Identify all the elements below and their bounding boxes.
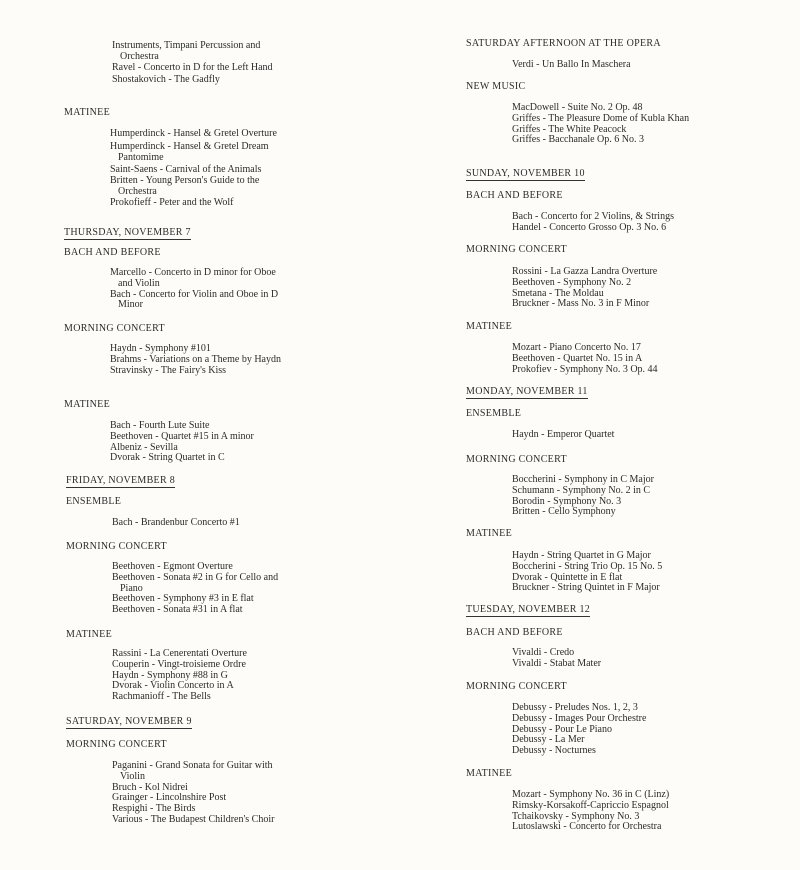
list-item: Grainger - Lincolnshire Post	[112, 792, 227, 804]
list-item: Rossini - La Gazza Landra Overture	[512, 266, 658, 277]
section-heading: SATURDAY AFTERNOON AT THE OPERA	[466, 38, 661, 49]
list-item: Griffes - The Pleasure Dome of Kubla Khan	[512, 112, 690, 124]
program-list	[112, 649, 292, 703]
list-item: Stravinsky - The Fairy's Kiss	[110, 364, 227, 376]
list-item: Prokofiev - Symphony No. 3 Op. 44	[512, 363, 658, 375]
list-item: Verdi - Un Ballo In Maschera	[512, 59, 631, 70]
program-list	[512, 430, 712, 441]
list-item: Instruments, Timpani Percussion and Orchestra	[112, 40, 261, 62]
list-item: Mozart - Symphony No. 36 in C (Linz)	[512, 789, 670, 800]
list-item: Beethoven - Sonata #31 in A flat	[112, 604, 243, 616]
list-item: Dvorak - Quintette in E flat	[512, 571, 623, 583]
section-heading: MORNING CONCERT	[64, 323, 165, 334]
list-item: Debussy - Pour Le Piano	[512, 723, 612, 735]
program-list	[112, 761, 290, 826]
list-item: Beethoven - Symphony No. 2	[512, 276, 632, 288]
list-item: Haydn - String Quartet in G Major	[512, 550, 651, 561]
program-list	[110, 129, 288, 209]
list-item: Rassini - La Cenerentati Overture	[112, 648, 247, 659]
list-item: Debussy - La Mer	[512, 734, 585, 746]
list-item: MacDowell - Suite No. 2 Op. 48	[512, 102, 643, 113]
list-item: Prokofieff - Peter and the Wolf	[110, 196, 234, 208]
program-list	[512, 343, 712, 375]
list-item: Bruch - Kol Nidrei	[112, 781, 188, 793]
list-item: Humperdinck - Hansel & Gretel Overture	[110, 128, 277, 139]
list-item: Bach - Concerto for Violin and Oboe in D Minor	[110, 288, 279, 311]
date-heading: SUNDAY, NOVEMBER 10	[466, 168, 585, 179]
list-item: Marcello - Concerto in D minor for Oboe and Violin	[110, 267, 276, 289]
section-heading: MORNING CONCERT	[466, 244, 567, 255]
program-list	[112, 562, 292, 616]
list-item: Dvorak - Violin Concerto in A	[112, 680, 234, 692]
list-item: Beethoven - Symphony #3 in E flat	[112, 593, 254, 605]
list-item: Smetana - The Moldau	[512, 287, 604, 299]
program-list	[512, 60, 712, 71]
section-heading: BACH AND BEFORE	[466, 190, 563, 201]
list-item: Tchaikovsky - Symphony No. 3	[512, 810, 640, 822]
list-item: Borodin - Symphony No. 3	[512, 495, 622, 507]
section-heading: MORNING CONCERT	[466, 681, 567, 692]
date-heading: SATURDAY, NOVEMBER 9	[66, 716, 192, 727]
program-list	[512, 267, 712, 310]
list-item: Beethoven - Sonata #2 in G for Cello and Piano	[112, 571, 279, 594]
list-item: Beethoven - Quartet #15 in A minor	[110, 430, 254, 442]
list-item: Paganini - Grand Sonata for Guitar with Violin	[112, 760, 273, 782]
list-item: Griffes - Bacchanale Op. 6 No. 3	[512, 134, 644, 146]
program-list	[512, 790, 722, 833]
list-item: Debussy - Preludes Nos. 1, 2, 3	[512, 702, 638, 713]
section-heading: MATINEE	[66, 629, 112, 640]
list-item: Brahms - Variations on a Theme by Haydn	[110, 353, 281, 365]
section-heading: MORNING CONCERT	[66, 739, 167, 750]
list-item: Respighi - The Birds	[112, 803, 196, 815]
section-heading: BACH AND BEFORE	[64, 247, 161, 258]
list-item: Dvorak - String Quartet in C	[110, 452, 225, 464]
date-heading: THURSDAY, NOVEMBER 7	[64, 227, 191, 238]
list-item: Couperin - Vingt-troisieme Ordre	[112, 658, 246, 670]
section-heading: MATINEE	[466, 768, 512, 779]
list-item: Griffes - The White Peacock	[512, 123, 627, 135]
section-heading: NEW MUSIC	[466, 81, 526, 92]
section-heading: MORNING CONCERT	[66, 541, 167, 552]
list-item: Mozart - Piano Concerto No. 17	[512, 342, 641, 353]
list-item: Boccherini - Symphony in C Major	[512, 474, 654, 485]
list-item: Humperdinck - Hansel & Gretel Dream Pantomime	[110, 140, 269, 163]
list-item: Haydn - Symphony #101	[110, 343, 211, 354]
list-item: Vivaldi - Credo	[512, 647, 575, 658]
section-heading: MATINEE	[466, 321, 512, 332]
program-list	[512, 703, 712, 757]
section-heading: MATINEE	[466, 528, 512, 539]
list-item: Haydn - Emperor Quartet	[512, 429, 615, 440]
program-list	[110, 421, 300, 464]
program-list	[512, 103, 692, 146]
continued-program-list	[112, 41, 288, 86]
list-item: Bach - Brandenbur Concerto #1	[112, 517, 240, 528]
section-heading: ENSEMBLE	[66, 496, 122, 507]
list-item: Various - The Budapest Children's Choir	[112, 813, 275, 825]
section-heading: MORNING CONCERT	[466, 454, 567, 465]
list-item: Bach - Fourth Lute Suite	[110, 420, 210, 431]
list-item: Beethoven - Egmont Overture	[112, 561, 233, 572]
list-item: Beethoven - Quartet No. 15 in A	[512, 352, 643, 364]
list-item: Bruckner - Mass No. 3 in F Minor	[512, 298, 650, 310]
program-list	[512, 212, 722, 234]
list-item: Bach - Concerto for 2 Violins, & Strings	[512, 211, 674, 222]
list-item: Schumann - Symphony No. 2 in C	[512, 484, 651, 496]
list-item: Britten - Cello Symphony	[512, 506, 616, 518]
list-item: Shostakovich - The Gadfly	[112, 74, 220, 86]
list-item: Debussy - Nocturnes	[512, 745, 596, 757]
list-item: Britten - Young Person's Guide to the Orchestra	[110, 175, 260, 197]
list-item: Boccherini - String Trio Op. 15 No. 5	[512, 560, 663, 572]
list-item: Lutoslawski - Concerto for Orchestra	[512, 821, 662, 833]
list-item: Saint-Saens - Carnival of the Animals	[110, 164, 262, 176]
list-item: Handel - Concerto Grosso Op. 3 No. 6	[512, 221, 667, 233]
list-item: Bruckner - String Quintet in F Major	[512, 582, 660, 594]
list-item: Albeniz - Sevilla	[110, 441, 178, 453]
date-heading: TUESDAY, NOVEMBER 12	[466, 604, 591, 615]
program-list	[110, 344, 288, 376]
list-item: Rimsky-Korsakoff-Capriccio Espagnol	[512, 799, 669, 811]
section-heading: MATINEE	[64, 107, 110, 118]
program-list	[110, 268, 288, 311]
date-heading: FRIDAY, NOVEMBER 8	[66, 475, 176, 486]
program-list	[512, 551, 712, 594]
list-item: Ravel - Concerto in D for the Left Hand	[112, 61, 273, 73]
list-item: Haydn - Symphony #88 in G	[112, 669, 228, 681]
program-list	[512, 648, 712, 670]
section-heading: ENSEMBLE	[466, 408, 522, 419]
section-heading: MATINEE	[64, 399, 110, 410]
program-list	[512, 475, 712, 518]
program-list	[112, 518, 290, 529]
list-item: Vivaldi - Stabat Mater	[512, 657, 602, 669]
date-heading: MONDAY, NOVEMBER 11	[466, 386, 588, 397]
list-item: Rachmanioff - The Bells	[112, 691, 211, 703]
section-heading: BACH AND BEFORE	[466, 627, 563, 638]
list-item: Debussy - Images Pour Orchestre	[512, 712, 647, 724]
